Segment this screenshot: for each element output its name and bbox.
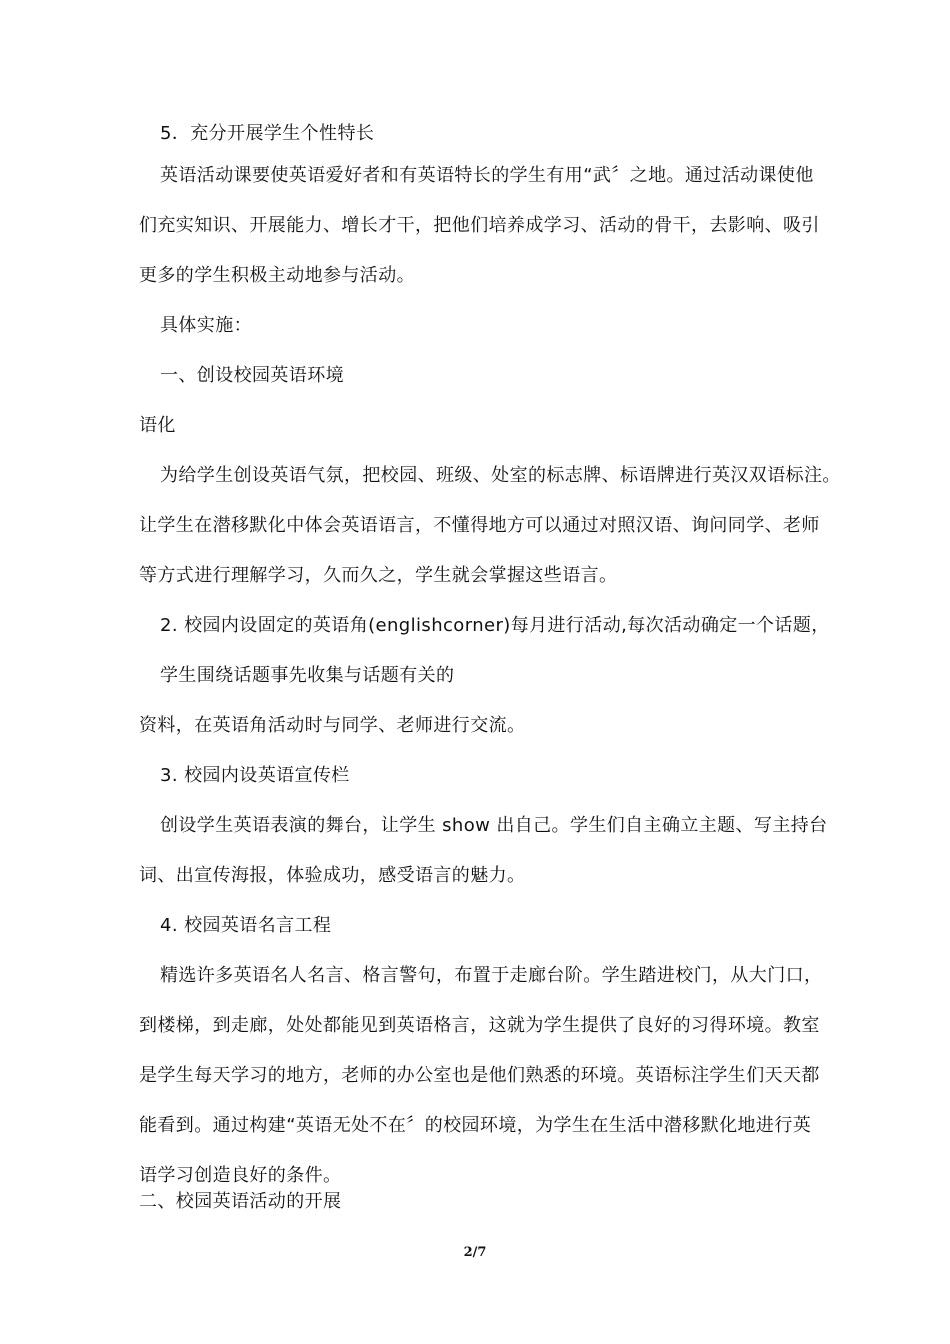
paragraph-line: 词、出宣传海报，体验成功，感受语言的魅力。 <box>139 865 526 886</box>
paragraph-line: 语学习创造良好的条件。 <box>139 1165 342 1186</box>
paragraph-line: 们充实知识、开展能力、增长才干，把他们培养成学习、活动的骨干，去影响、吸引 <box>139 215 820 236</box>
section-heading-2: 二、校园英语活动的开展 <box>139 1191 342 1212</box>
paragraph-line: 学生围绕话题事先收集与话题有关的 <box>160 665 455 686</box>
page-number: 2/7 <box>463 1245 487 1260</box>
paragraph-line: 精选许多英语名人名言、格言警句，布置于走廊台阶。学生踏进校门，从大门口， <box>160 965 823 986</box>
item-4-quotes-project: 4. 校园英语名言工程 <box>160 915 332 936</box>
paragraph-line: 为给学生创设英语气氛，把校园、班级、处室的标志牌、标语牌进行英汉双语标注。 <box>160 465 841 486</box>
paragraph-line: 语化 <box>139 415 176 436</box>
item-3-bulletin-board: 3. 校园内设英语宣传栏 <box>160 765 350 786</box>
heading-5-personal-strengths: 5．充分开展学生个性特长 <box>160 123 375 144</box>
paragraph-line: 创设学生英语表演的舞台，让学生 show 出自己。学生们自主确立主题、写主持台 <box>160 815 828 836</box>
paragraph-line: 等方式进行理解学习，久而久之，学生就会掌握这些语言。 <box>139 565 618 586</box>
item-2-english-corner: 2. 校园内设固定的英语角(englishcorner)每月进行活动,每次活动确定一个话题， <box>160 615 830 636</box>
paragraph-line: 更多的学生积极主动地参与活动。 <box>139 265 415 286</box>
paragraph-line: 资料，在英语角活动时与同学、老师进行交流。 <box>139 715 526 736</box>
section-heading-1: 一、创设校园英语环境 <box>160 365 344 386</box>
paragraph-line: 是学生每天学习的地方，老师的办公室也是他们熟悉的环境。英语标注学生们天天都 <box>139 1065 820 1086</box>
paragraph-line: 英语活动课要使英语爱好者和有英语特长的学生有用“武〞之地。通过活动课使他 <box>160 165 814 186</box>
heading-implementation: 具体实施： <box>160 315 252 336</box>
paragraph-line: 到楼梯，到走廊，处处都能见到英语格言，这就为学生提供了良好的习得环境。教室 <box>139 1015 820 1036</box>
paragraph-line: 让学生在潜移默化中体会英语语言，不懂得地方可以通过对照汉语、询问同学、老师 <box>139 515 820 536</box>
paragraph-line: 能看到。通过构建“英语无处不在〞的校园环境，为学生在生活中潜移默化地进行英 <box>139 1115 812 1136</box>
